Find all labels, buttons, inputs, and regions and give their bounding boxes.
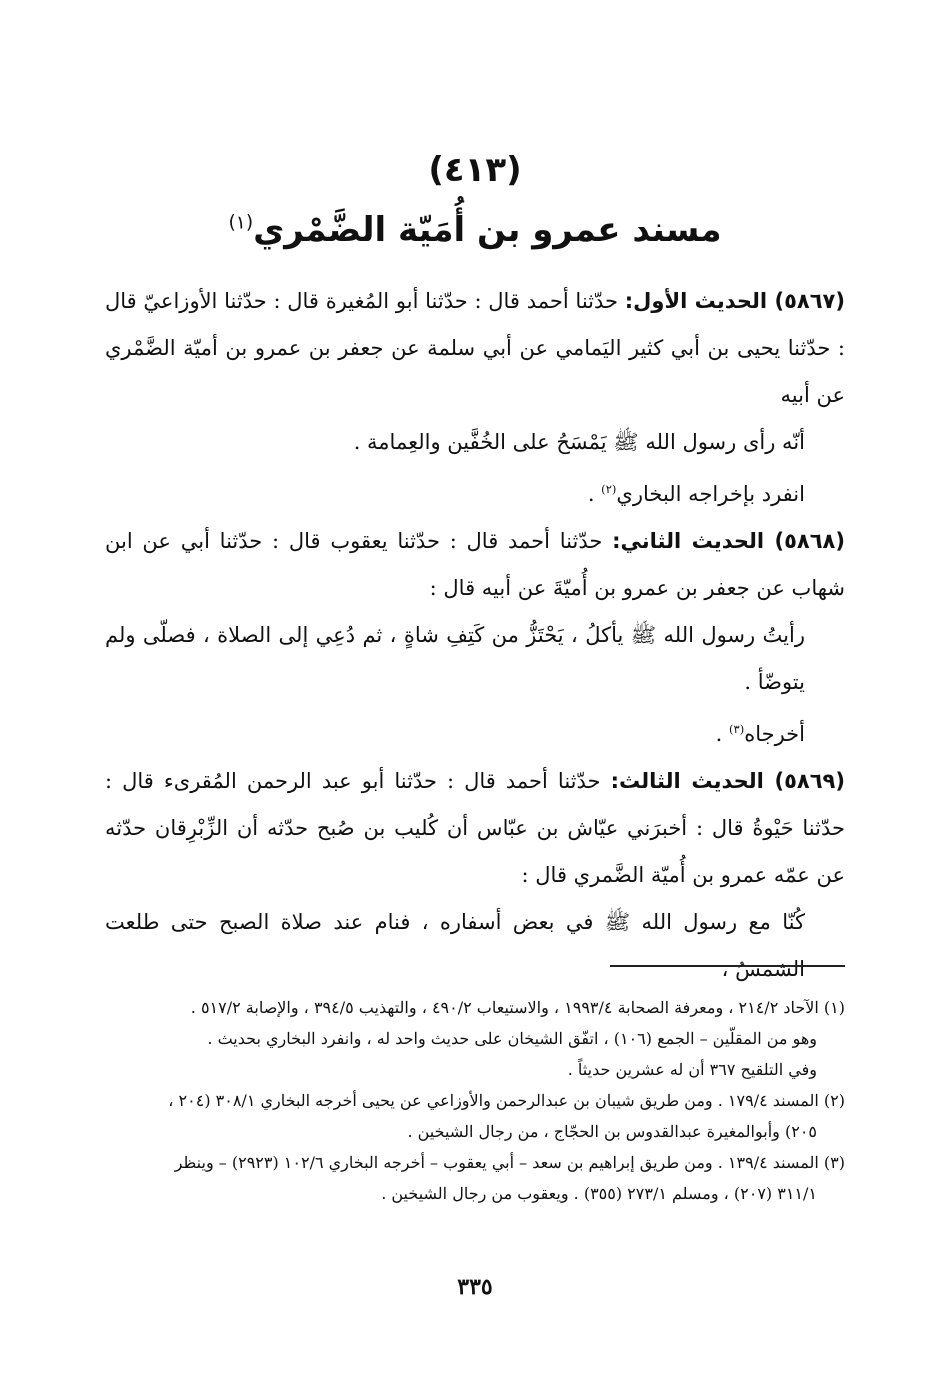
hadith-3-heading: (٥٨٦٩) الحديث الثالث: [610,769,845,793]
footnote-line: وفي التلقيح ٣٦٧ أن له عشرين حديثاً . [567,1060,817,1079]
footnote-2 [105,1085,845,1147]
hadith-3-matn: كُنّا مع رسول الله ﷺ في بعض أسفاره ، فنام عند صلاة الصبح حتى طلعت الشمسُ ، [105,910,805,981]
chapter-title-footnote-ref: (١) [228,212,254,234]
chapter-title [0,210,950,250]
hadith-1-isnad [105,278,845,419]
hadith-1-isnad-text: حدّثنا أحمد قال : حدّثنا أبو المُغيرة قال : حدّثنا الأوزاعيّ قال : حدّثنا يحيى بن أبي كثير اليَمامي عن أبي سلمة عن جعفر بن عمرو بن أميّة الضَّمْري عن أبيه [105,289,845,407]
hadith-1-footnote-ref: (٢) [601,482,617,496]
hadith-2-isnad-text: حدّثنا أحمد قال : حدّثنا يعقوب قال : حدّثنا أبي عن ابن شهاب عن جعفر بن عمرو بن أُميّةَ عن أبيه قال : [105,529,845,600]
hadith-2-isnad [105,518,845,612]
page-number: ٣٣٥ [457,1274,493,1300]
footnote-3 [105,1147,845,1209]
hadith-1-takhrij-end: . [587,482,602,506]
hadith-1-heading: (٥٨٦٧) الحديث الأول: [624,289,845,313]
main-text [105,278,845,993]
footnote-line: ٢٠٥) وأبوالمغيرة عبدالقدوس بن الحجّاج ، من رجال الشيخين . [407,1122,817,1141]
hadith-2-footnote-ref: (٣) [728,722,745,736]
hadith-2-takhrij-text: أخرجاه [744,722,805,746]
hadith-1-takhrij [105,466,845,518]
footnote-line: وهو من المقلّين – الجمع (١٠٦) ، اتفّق الشيخان على حديث واحد له ، وانفرد البخاري بحديث . [207,1029,817,1048]
footnote-line: ٣١١/١ (٢٠٧) ، ومسلم ٢٧٣/١ (٣٥٥) . ويعقوب من رجال الشيخين . [381,1184,817,1203]
chapter-number: (٤١٣) [428,150,522,190]
hadith-3-isnad-text: حدّثنا أحمد قال : حدّثنا أبو عبد الرحمن المُقرىء قال : حدّثنا حَيْوةُ قال : أخبرَني عيّاش بن عبّاس أن كُليب بن صُبح حدّثه أن الزِّبْرِقان حدّثه عن عمّه عمرو بن أُميّة الضَّمري قال : [105,769,845,887]
hadith-1-matn: أنّه رأى رسول الله ﷺ يَمْسَحُ على الخُفَّين والعِمامة . [353,430,805,454]
hadith-2-takhrij [105,706,845,758]
footnote-line: (٢) المسند ١٧٩/٤ . ومن طريق شيبان بن عبدالرحمن والأوزاعي عن يحيى أخرجه البخاري ٣٠٨/١ (٢٠٤ ، [168,1091,845,1110]
hadith-2-takhrij-end: . [715,722,729,746]
footnote-1 [105,992,845,1085]
footnotes [105,992,845,1209]
footnote-line: (١) الآحاد ٢١٤/٢ ، ومعرفة الصحابة ١٩٩٣/٤ ، والاستيعاب ٤٩٠/٢ ، والتهذيب ٣٩٤/٥ ، والإصابة ٥١٧/٢ . [190,998,845,1017]
hadith-2-heading: (٥٨٦٨) الحديث الثاني: [612,529,845,553]
footnote-line: (٣) المسند ١٣٩/٤ . ومن طريق إبراهيم بن سعد – أبي يعقوب – أخرجه البخاري ١٠٢/٦ (٢٩٢٣) – وينظر [174,1153,845,1172]
hadith-2-matn: رأيتُ رسول الله ﷺ يأكلُ ، يَحْتَزُّ من كَتِفِ شاةٍ ، ثم دُعِي إلى الصلاة ، فصلّى ولم يتوضّأ . [105,623,805,694]
chapter-title-text: مسند عمرو بن أُمَيّة الضَّمْري [253,210,722,250]
hadith-3-isnad [105,758,845,899]
hadith-1-takhrij-text: انفرد بإخراجه البخاري [616,482,805,506]
footnote-separator [610,965,845,967]
